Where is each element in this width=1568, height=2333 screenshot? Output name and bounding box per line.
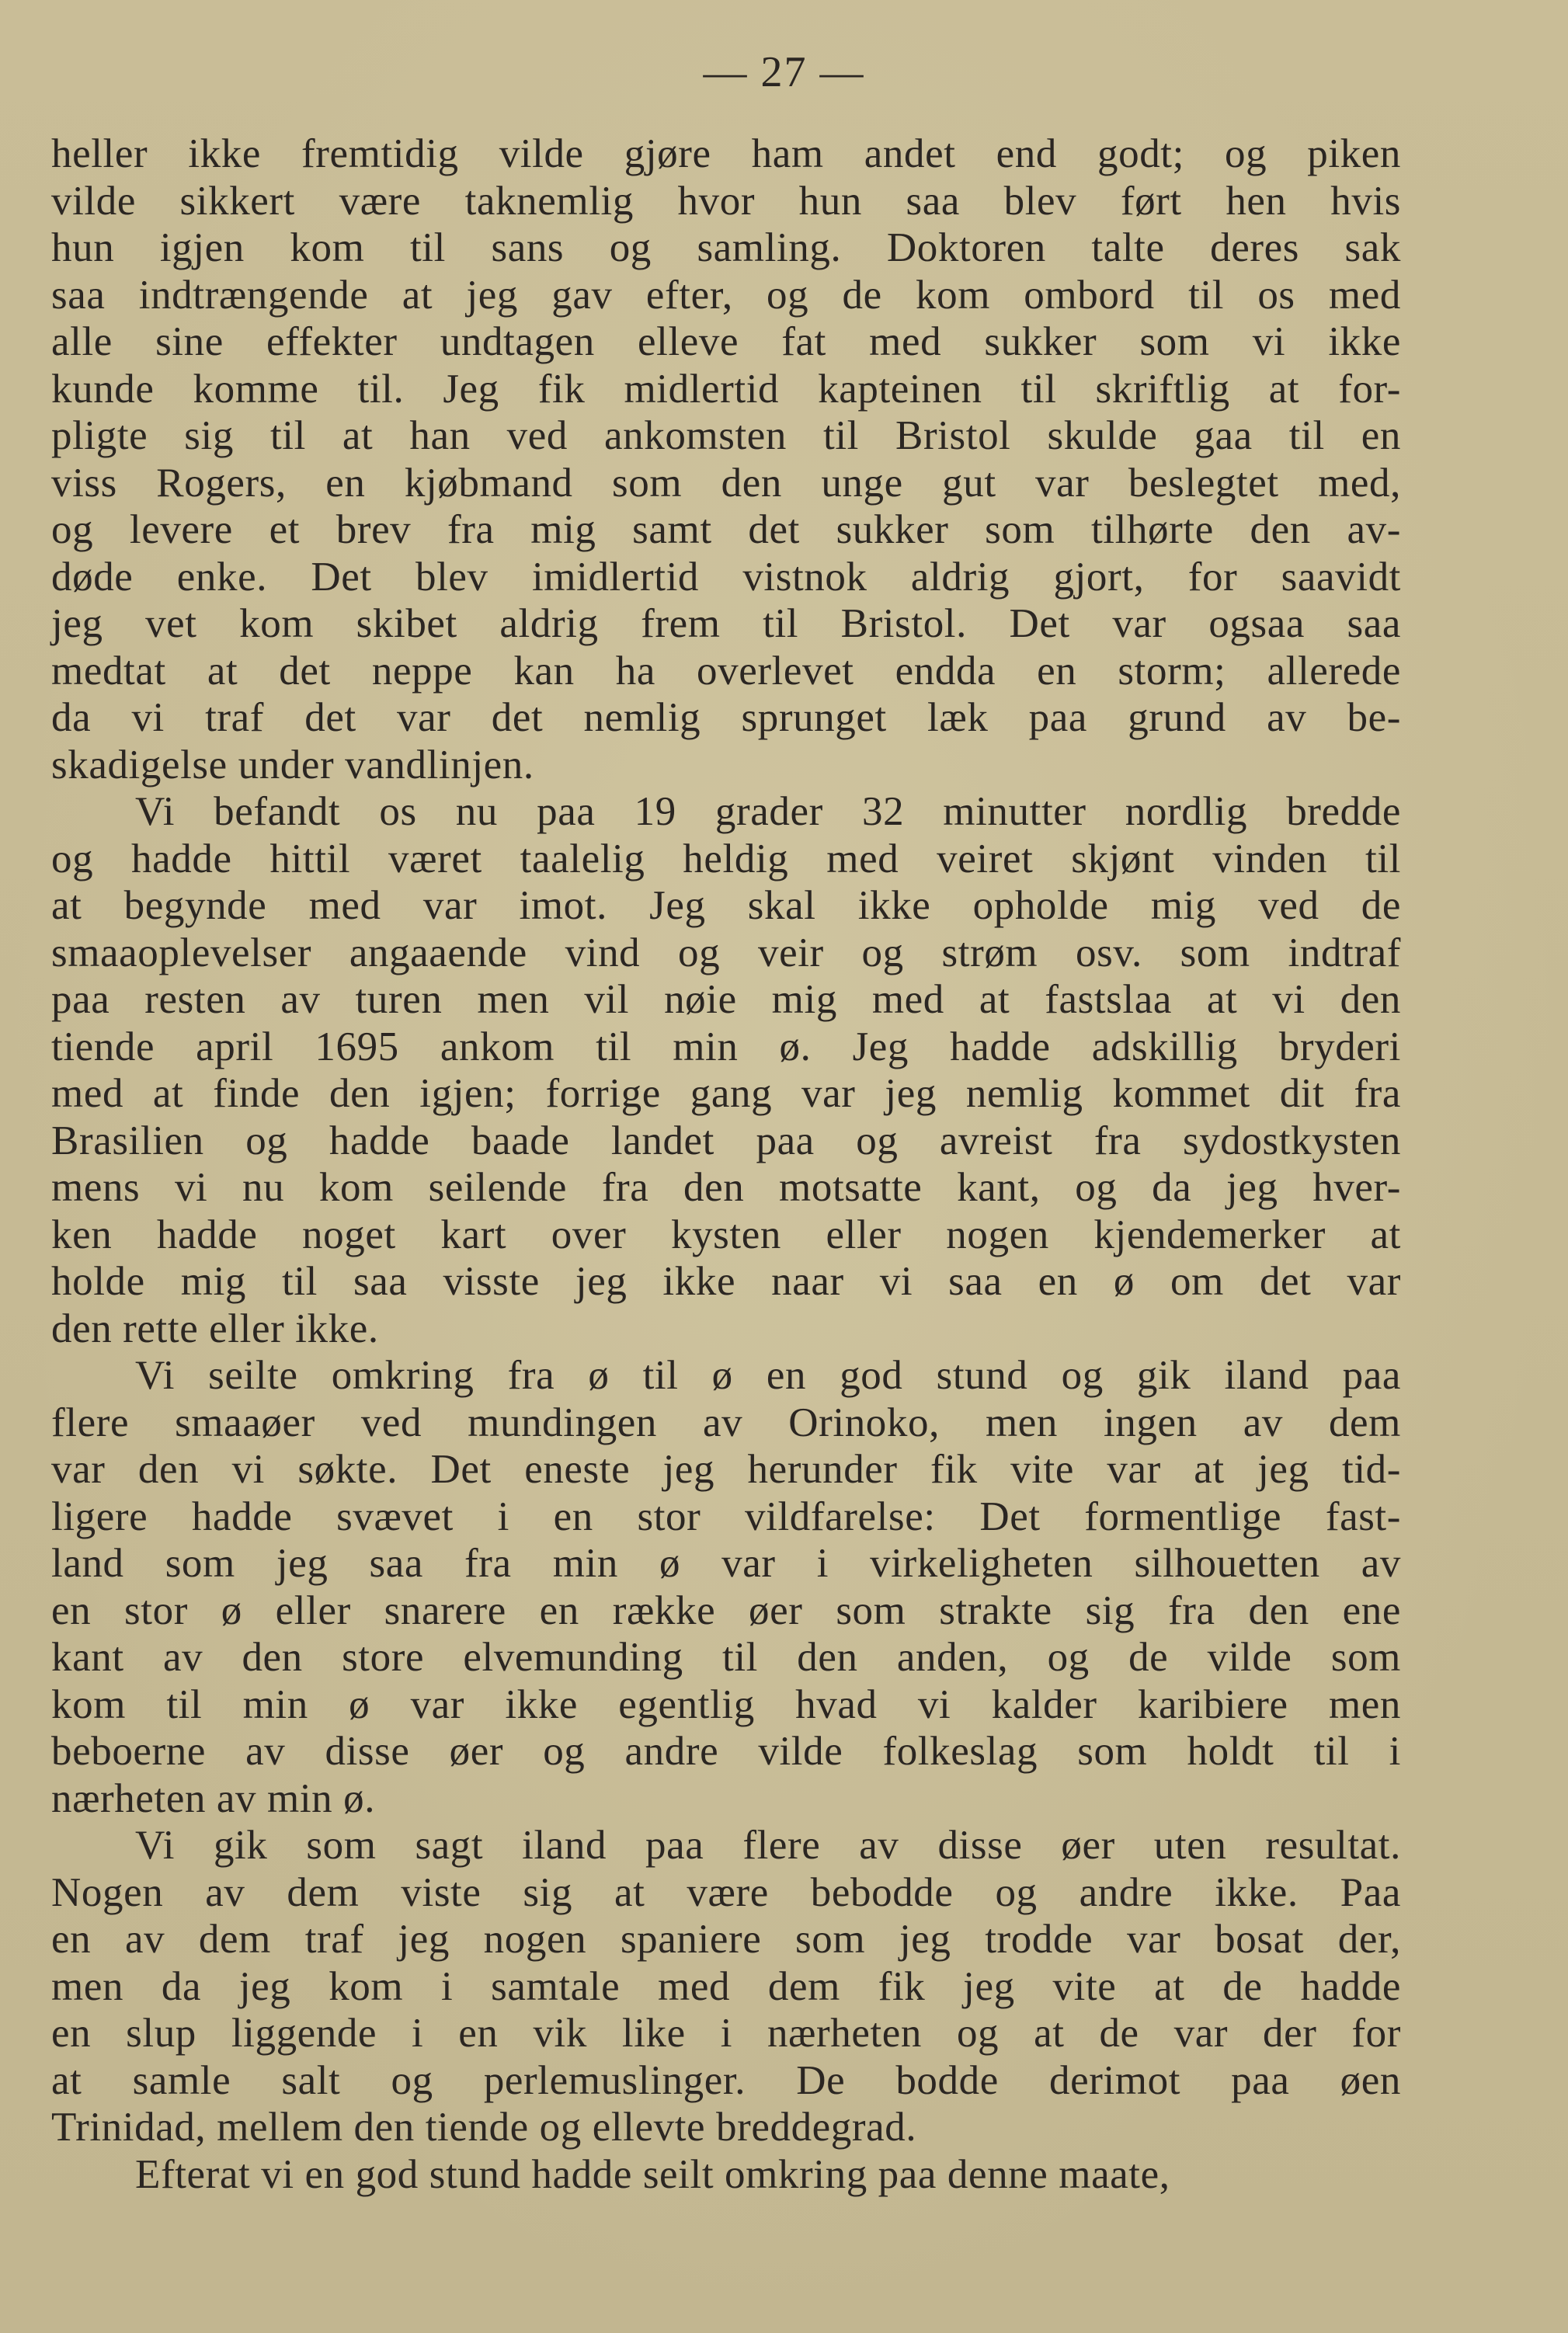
text-line: at samle salt og perlemuslinger. De bodde derimot paa øen	[51, 2057, 1401, 2103]
text-line: Nogen av dem viste sig at være bebodde og andre ikke. Paa	[51, 1869, 1401, 1915]
text-line: mens vi nu kom seilende fra den motsatte kant, og da jeg hver-	[51, 1165, 1401, 1210]
text-line: Trinidad, mellem den tiende og ellevte breddegrad.	[51, 2105, 917, 2150]
text-line: en stor ø eller snarere en række øer som strakte sig fra den ene	[51, 1587, 1401, 1633]
text-line: men da jeg kom i samtale med dem fik jeg vite at de hadde	[51, 1963, 1401, 2009]
text-line: tiende april 1695 ankom til min ø. Jeg hadde adskillig bryderi	[51, 1024, 1401, 1069]
paragraph	[51, 130, 1401, 788]
text-line: og hadde hittil været taalelig heldig med veiret skjønt vinden til	[51, 836, 1401, 881]
text-line: den rette eller ikke.	[51, 1306, 379, 1351]
text-line: med at finde den igjen; forrige gang var jeg nemlig kommet dit fra	[51, 1071, 1401, 1116]
text-line: jeg vet kom skibet aldrig frem til Bristol. Det var ogsaa saa	[51, 601, 1401, 646]
text-line: en slup liggende i en vik like i nærheten og at de var der for	[51, 2011, 1401, 2056]
page-number: — 27 —	[703, 48, 865, 96]
text-line: paa resten av turen men vil nøie mig med at fastslaa at vi den	[51, 977, 1401, 1022]
text-line: nærheten av min ø.	[51, 1775, 376, 1821]
text-line: holde mig til saa visste jeg ikke naar vi saa en ø om det var	[51, 1259, 1401, 1304]
text-line: skadigelse under vandlinjen.	[51, 742, 534, 788]
text-line: flere smaaøer ved mundingen av Orinoko, men ingen av dem	[51, 1399, 1401, 1445]
paragraph	[51, 1822, 1401, 2151]
text-line: kunde komme til. Jeg fik midlertid kapteinen til skriftlig at for-	[51, 366, 1401, 412]
paragraph	[51, 1352, 1401, 1822]
text-line: Vi gik som sagt iland paa flere av disse øer uten resultat.	[135, 1823, 1401, 1868]
text-line: vilde sikkert være taknemlig hvor hun saa blev ført hen hvis	[51, 178, 1401, 224]
text-line: Vi befandt os nu paa 19 grader 32 minutter nordlig bredde	[135, 789, 1401, 834]
text-line: beboerne av disse øer og andre vilde folkeslag som holdt til i	[51, 1729, 1401, 1774]
text-line: ligere hadde svævet i en stor vildfarelse: Det formentlige fast-	[51, 1493, 1401, 1539]
text-line: Vi seilte omkring fra ø til ø en god stund og gik iland paa	[135, 1353, 1401, 1398]
text-line: var den vi søkte. Det eneste jeg herunder fik vite var at jeg tid-	[51, 1447, 1401, 1492]
text-line: en av dem traf jeg nogen spaniere som jeg trodde var bosat der,	[51, 1917, 1401, 1962]
text-line: Efterat vi en god stund hadde seilt omkring paa denne maate,	[135, 2151, 1170, 2197]
text-line: og levere et brev fra mig samt det sukker som tilhørte den av-	[51, 507, 1401, 552]
text-line: alle sine effekter undtagen elleve fat med sukker som vi ikke	[51, 319, 1401, 364]
text-line: hun igjen kom til sans og samling. Doktoren talte deres sak	[51, 225, 1401, 270]
text-line: da vi traf det var det nemlig sprunget læk paa grund av be-	[51, 695, 1401, 740]
text-line: medtat at det neppe kan ha overlevet endda en storm; allerede	[51, 648, 1401, 694]
paragraph	[51, 2151, 1401, 2199]
text-line: viss Rogers, en kjøbmand som den unge gut var beslegtet med,	[51, 460, 1401, 506]
text-line: kom til min ø var ikke egentlig hvad vi kalder karibiere men	[51, 1681, 1401, 1727]
text-line: ken hadde noget kart over kysten eller nogen kjendemerker at	[51, 1212, 1401, 1257]
text-line: Brasilien og hadde baade landet paa og avreist fra sydostkysten	[51, 1118, 1401, 1163]
text-line: saa indtrængende at jeg gav efter, og de kom ombord til os med	[51, 272, 1401, 318]
text-line: heller ikke fremtidig vilde gjøre ham andet end godt; og piken	[51, 131, 1401, 176]
text-line: at begynde med var imot. Jeg skal ikke opholde mig ved de	[51, 883, 1401, 928]
text-line: pligte sig til at han ved ankomsten til Bristol skulde gaa til en	[51, 413, 1401, 458]
body-text	[51, 130, 1401, 2198]
paragraph	[51, 788, 1401, 1352]
text-line: døde enke. Det blev imidlertid vistnok aldrig gjort, for saavidt	[51, 554, 1401, 600]
text-line: smaaoplevelser angaaende vind og veir og strøm osv. som indtraf	[51, 930, 1401, 975]
text-line: land som jeg saa fra min ø var i virkeligheten silhouetten av	[51, 1541, 1401, 1586]
text-line: kant av den store elvemunding til den anden, og de vilde som	[51, 1635, 1401, 1680]
